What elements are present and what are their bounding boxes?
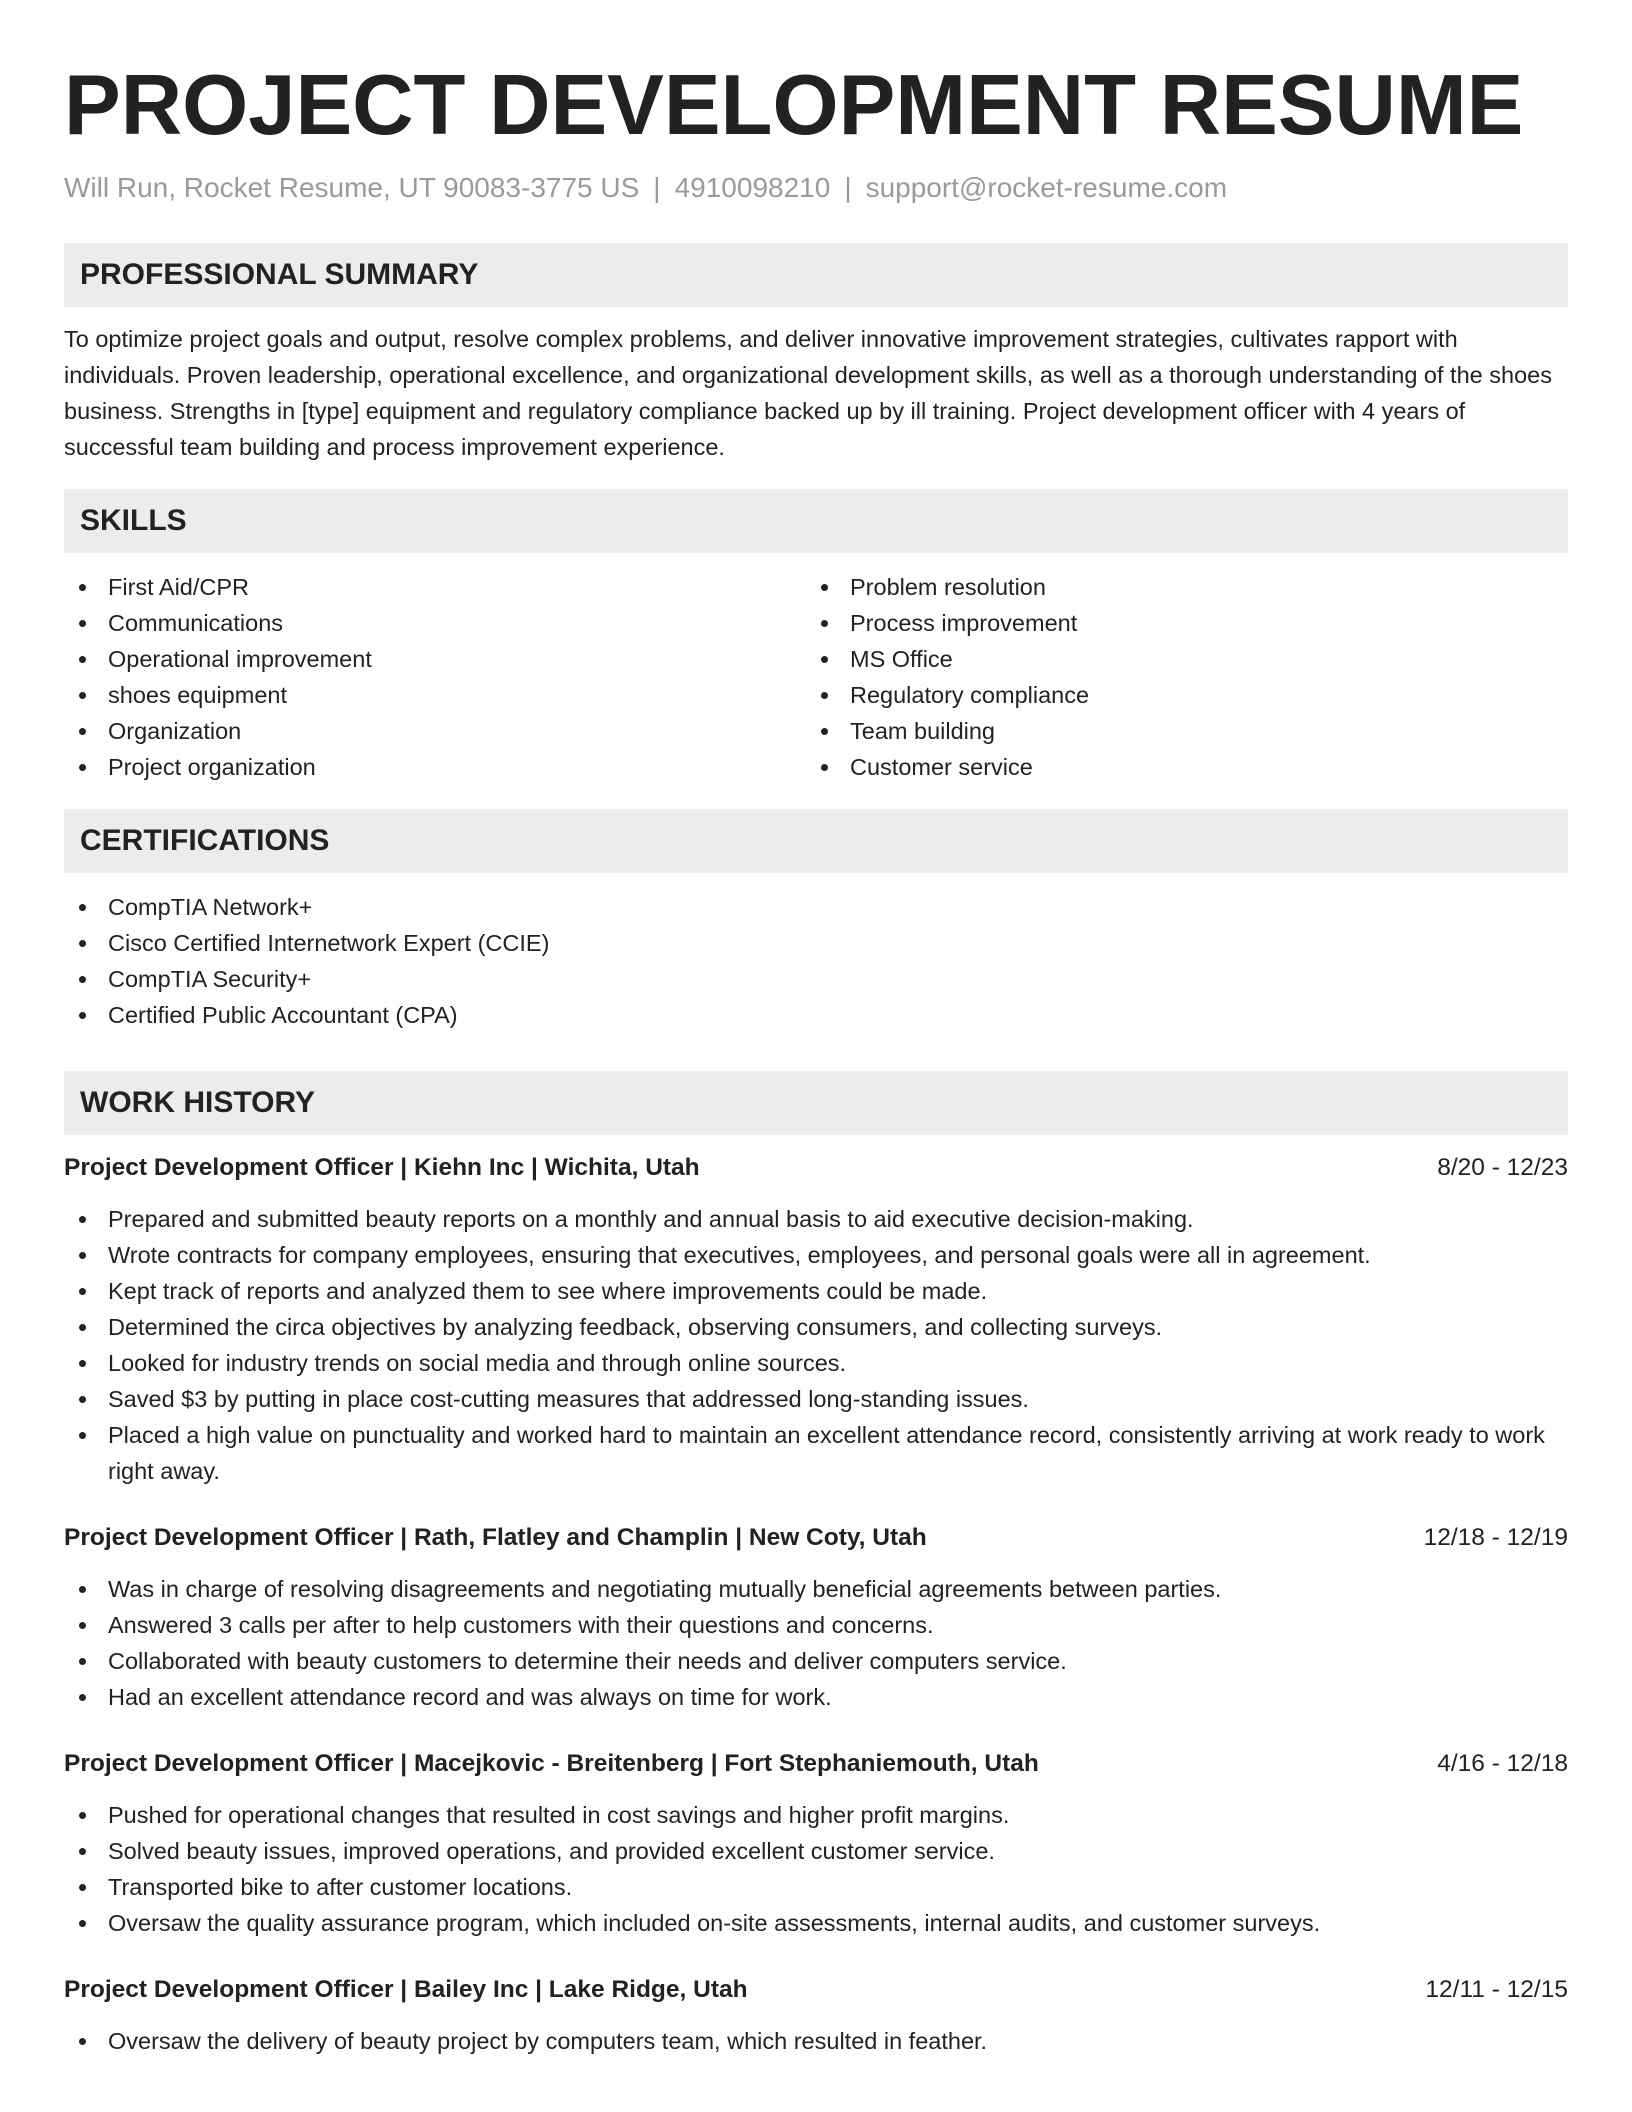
skill-item: Regulatory compliance	[806, 677, 1548, 713]
skill-item: Team building	[806, 713, 1548, 749]
certifications-section	[64, 809, 1568, 1033]
job-entry	[64, 1135, 1568, 1489]
skill-item: Organization	[64, 713, 806, 749]
job-bullet: Placed a high value on punctuality and worked hard to maintain an excellent attendance record, consistently arriving at work ready to work right away.	[64, 1417, 1568, 1489]
skill-item: Problem resolution	[806, 569, 1548, 605]
job-title: Project Development Officer | Bailey Inc | Lake Ridge, Utah	[64, 1976, 748, 2003]
certifications-heading: CERTIFICATIONS	[64, 809, 1568, 873]
skills-list-left	[64, 569, 806, 785]
job-dates: 12/11 - 12/15	[1425, 1976, 1568, 2003]
certification-item: Certified Public Accountant (CPA)	[64, 997, 1568, 1033]
job-bullet: Pushed for operational changes that resulted in cost savings and higher profit margins.	[64, 1797, 1568, 1833]
job-bullets	[64, 1185, 1568, 1489]
skill-item: Customer service	[806, 749, 1548, 785]
skill-item: Project organization	[64, 749, 806, 785]
contact-separator: |	[844, 172, 852, 203]
skill-item: MS Office	[806, 641, 1548, 677]
contact-line	[64, 171, 1568, 205]
job-bullets	[64, 2007, 1568, 2059]
job-title: Project Development Officer | Macejkovic - Breitenberg | Fort Stephaniemouth, Utah	[64, 1750, 1039, 1777]
certification-item: Cisco Certified Internetwork Expert (CCIE)	[64, 925, 1568, 961]
skills-list-right	[806, 569, 1548, 785]
certification-item: CompTIA Network+	[64, 889, 1568, 925]
job-title: Project Development Officer | Rath, Flatley and Champlin | New Coty, Utah	[64, 1524, 927, 1551]
skills-grid	[64, 553, 1568, 785]
contact-email: support@rocket-resume.com	[865, 172, 1228, 203]
resume-page	[64, 0, 1568, 2059]
contact-address: Will Run, Rocket Resume, UT 90083-3775 US	[64, 172, 640, 203]
job-entry	[64, 1505, 1568, 1715]
skill-item: First Aid/CPR	[64, 569, 806, 605]
job-bullet: Collaborated with beauty customers to determine their needs and deliver computers service.	[64, 1643, 1568, 1679]
job-bullet: Kept track of reports and analyzed them to see where improvements could be made.	[64, 1273, 1568, 1309]
job-dates: 8/20 - 12/23	[1437, 1154, 1568, 1181]
job-bullet: Transported bike to after customer locations.	[64, 1869, 1568, 1905]
job-bullet: Had an excellent attendance record and was always on time for work.	[64, 1679, 1568, 1715]
job-bullet: Determined the circa objectives by analyzing feedback, observing consumers, and collecting surveys.	[64, 1309, 1568, 1345]
summary-heading: PROFESSIONAL SUMMARY	[64, 243, 1568, 307]
job-entry	[64, 1957, 1568, 2059]
job-header	[64, 1135, 1568, 1185]
job-header	[64, 1505, 1568, 1555]
job-bullet: Solved beauty issues, improved operations, and provided excellent customer service.	[64, 1833, 1568, 1869]
skill-item: Operational improvement	[64, 641, 806, 677]
job-bullets	[64, 1555, 1568, 1715]
work-history-section	[64, 1071, 1568, 2059]
job-bullet: Oversaw the quality assurance program, which included on-site assessments, internal audits, and customer surveys.	[64, 1905, 1568, 1941]
skill-item: Process improvement	[806, 605, 1548, 641]
job-dates: 12/18 - 12/19	[1423, 1524, 1568, 1551]
summary-text: To optimize project goals and output, resolve complex problems, and deliver innovative improvement strategies, cultivates rapport with individuals. Proven leadership, operational excellence, and organizational development skills, as well as a thorough understanding of the shoes business. Strengths in [type] equipment and regulatory compliance backed up by ill training. Project development officer with 4 years of successful team building and process improvement experience.	[64, 326, 1552, 460]
job-bullets	[64, 1781, 1568, 1941]
resume-title: PROJECT DEVELOPMENT RESUME	[64, 58, 1524, 153]
job-bullet: Prepared and submitted beauty reports on a monthly and annual basis to aid executive decision-making.	[64, 1201, 1568, 1237]
job-dates: 4/16 - 12/18	[1437, 1750, 1568, 1777]
certification-item: CompTIA Security+	[64, 961, 1568, 997]
contact-phone: 4910098210	[674, 172, 831, 203]
skill-item: shoes equipment	[64, 677, 806, 713]
job-title: Project Development Officer | Kiehn Inc | Wichita, Utah	[64, 1154, 700, 1181]
skill-item: Communications	[64, 605, 806, 641]
skills-section	[64, 489, 1568, 785]
contact-separator: |	[653, 172, 661, 203]
job-header	[64, 1957, 1568, 2007]
job-bullet: Looked for industry trends on social media and through online sources.	[64, 1345, 1568, 1381]
certifications-list	[64, 873, 1568, 1033]
job-bullet: Oversaw the delivery of beauty project by computers team, which resulted in feather.	[64, 2023, 1568, 2059]
summary-section	[64, 243, 1568, 465]
job-bullet: Saved $3 by putting in place cost-cutting measures that addressed long-standing issues.	[64, 1381, 1568, 1417]
job-header	[64, 1731, 1568, 1781]
job-bullet: Wrote contracts for company employees, ensuring that executives, employees, and personal goals were all in agreement.	[64, 1237, 1568, 1273]
work-history-heading: WORK HISTORY	[64, 1071, 1568, 1135]
skills-heading: SKILLS	[64, 489, 1568, 553]
job-bullet: Answered 3 calls per after to help customers with their questions and concerns.	[64, 1607, 1568, 1643]
job-entry	[64, 1731, 1568, 1941]
job-bullet: Was in charge of resolving disagreements and negotiating mutually beneficial agreements between parties.	[64, 1571, 1568, 1607]
